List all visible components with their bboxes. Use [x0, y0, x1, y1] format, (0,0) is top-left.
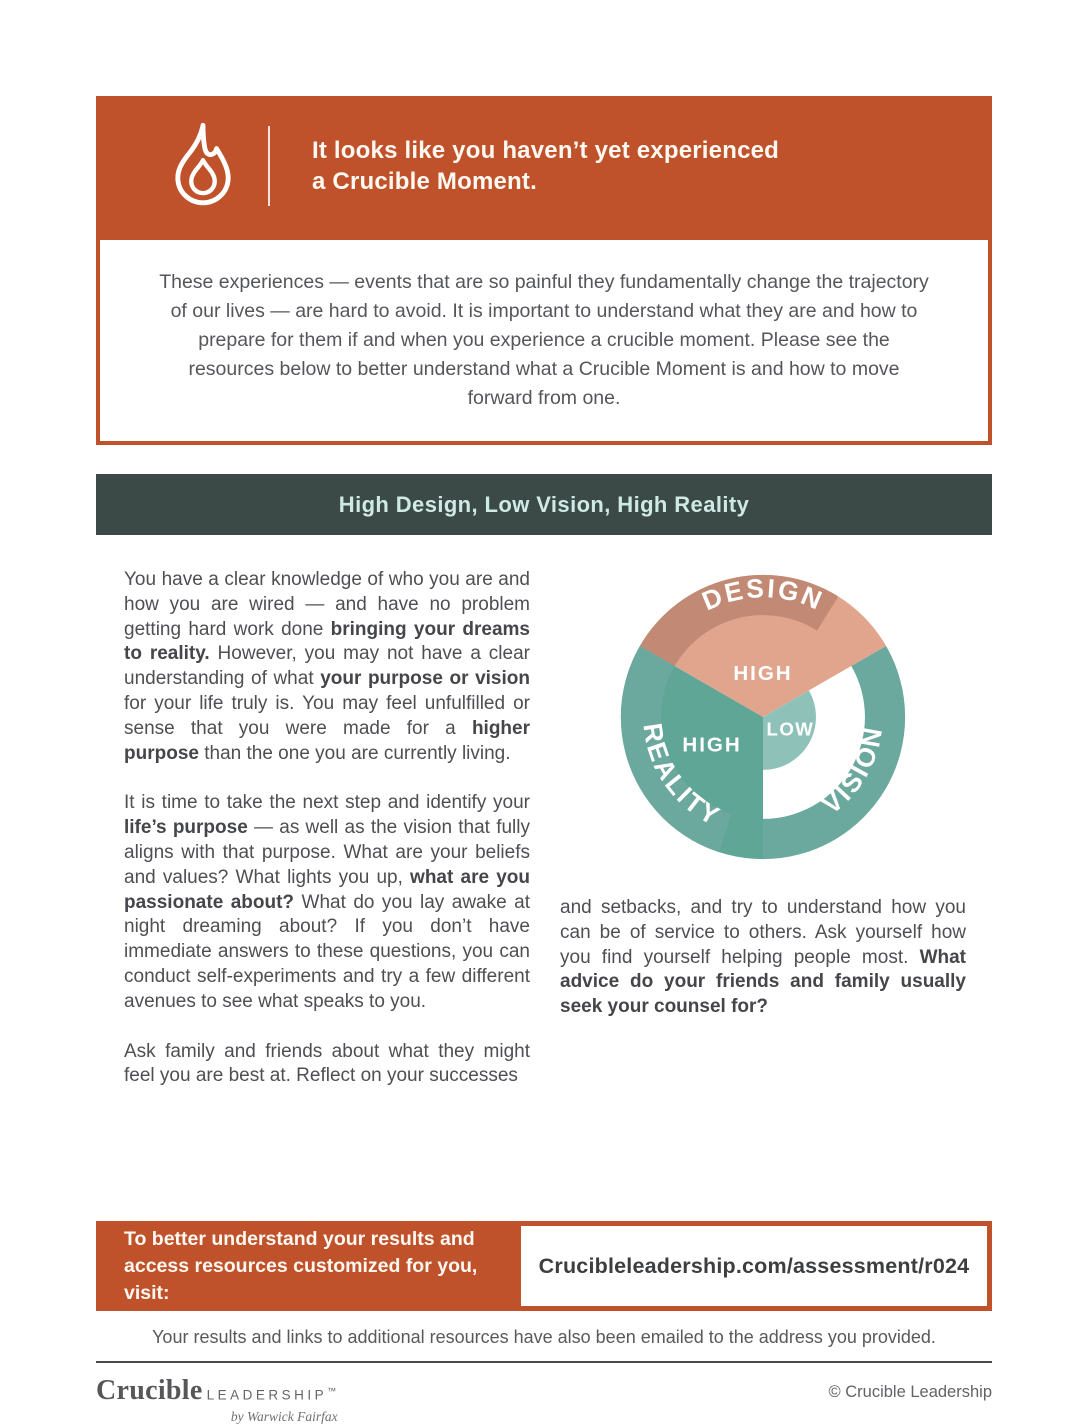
intro-text: These experiences — events that are so painful they fundamentally change the trajectory of our lives — are hard to avoid. It is important to understand what they are and how to prepare for them if and when you experience a crucible moment. Please see the resources below to better understand what a Crucible Moment is and how to move forward from one.	[159, 271, 929, 409]
result-header-banner	[96, 96, 992, 236]
cta-url-box[interactable]	[521, 1226, 987, 1306]
result-headline-line1: It looks like you haven’t yet experienced	[312, 137, 780, 164]
paragraph-3: Ask family and friends about what they might feel you are best at. Reflect on your successes	[124, 1040, 530, 1087]
result-headline-line2: a Crucible Moment.	[312, 168, 537, 195]
logo-trademark: ™	[327, 1385, 340, 1396]
emailed-note: Your results and links to additional resources have also been emailed to the address you provided.	[152, 1327, 936, 1348]
section-title-banner	[96, 474, 992, 535]
logo-suffix: LEADERSHIP™	[206, 1385, 340, 1403]
vision-arc-label: VISION	[816, 723, 889, 820]
reality-arc-label: REALITY	[637, 721, 727, 833]
cta-banner	[96, 1221, 992, 1311]
reality-level-label: HIGH	[682, 733, 742, 757]
logo-byline: by Warwick Fairfax	[230, 1409, 338, 1425]
banner-divider	[268, 126, 270, 206]
left-column	[124, 568, 530, 1089]
paragraph-2: It is time to take the next step and identify your life’s purpose — as well as the vision that fully aligns with that purpose. What are your beliefs and values? What lights you up, what are you passionate about? What do you lay awake at night dreaming about? If you don’t have immediate answers to these questions, you can conduct self-experiments and try a few different avenues to see what speaks to you.	[124, 792, 531, 1012]
paragraph-1: You have a clear knowledge of who you are and how you are wired — and have no problem getting hard work done bringing your dreams to reality. However, you may not have a clear understanding of what your purpose or vision for your life truly is. You may feel unfulfilled or sense that you were made for a higher purpose than the one you are currently living.	[124, 569, 530, 764]
design-level-label: HIGH	[733, 661, 793, 685]
vision-level-label: LOW	[766, 718, 815, 740]
footer-divider	[96, 1361, 992, 1363]
result-headline	[312, 135, 779, 197]
cta-url[interactable]: Crucibleleadership.com/assessment/r024	[538, 1253, 970, 1278]
paragraph-4: and setbacks, and try to understand how you can be of service to others. Ask yourself how you find yourself helping people most. What advice do your friends and family usually seek your counsel for?	[560, 897, 966, 1018]
design-vision-reality-diagram	[616, 570, 910, 869]
intro-box	[96, 236, 992, 445]
body-columns	[96, 568, 992, 1089]
section-title: High Design, Low Vision, High Reality	[338, 491, 750, 517]
crucible-leadership-logo	[96, 1375, 340, 1425]
design-arc-label: DESIGN	[697, 572, 829, 617]
logo-brand: Crucible	[96, 1375, 203, 1407]
cta-prompt: To better understand your results and access resources customized for you, visit:	[124, 1227, 478, 1304]
copyright: © Crucible Leadership	[828, 1383, 992, 1402]
right-column	[560, 568, 966, 1089]
flame-icon	[172, 121, 234, 211]
page-footer	[96, 1375, 992, 1425]
